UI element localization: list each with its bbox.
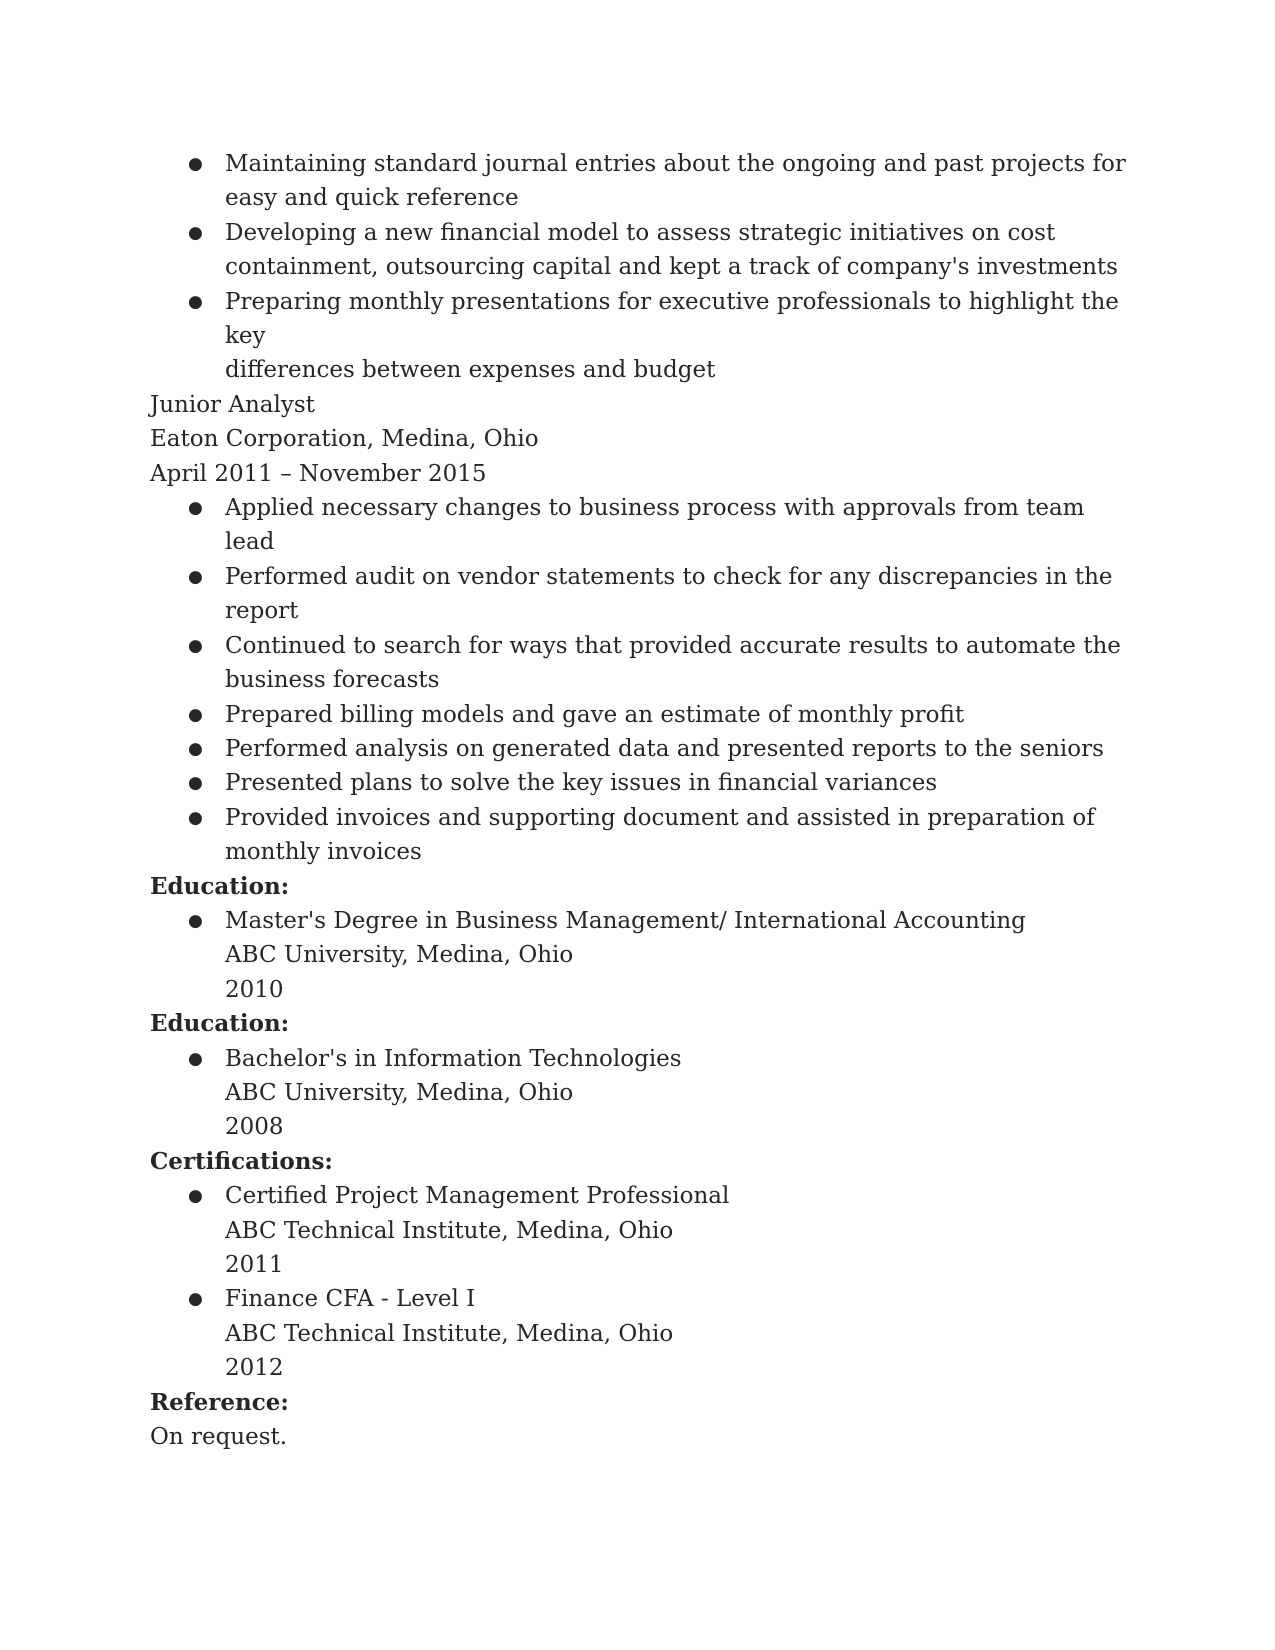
bullet-line: Maintaining standard journal entries about the ongoing and past projects for bbox=[225, 151, 1126, 177]
job-company: Eaton Corporation, Medina, Ohio bbox=[150, 426, 539, 453]
bullet-line: report bbox=[225, 598, 299, 625]
job-dates: April 2011 – November 2015 bbox=[150, 460, 487, 487]
bullet-line: Applied necessary changes to business process with approvals from team lead bbox=[225, 495, 1085, 556]
bullet-icon: ● bbox=[188, 704, 203, 725]
certifications-list bbox=[150, 1179, 1130, 1385]
resume-page bbox=[150, 147, 1130, 1454]
bullet-icon: ● bbox=[188, 154, 203, 174]
list-item bbox=[150, 801, 1130, 870]
bullet-icon: ● bbox=[188, 635, 203, 656]
list-item bbox=[150, 698, 1130, 732]
bullet-line: Prepared billing models and gave an estimate of monthly profit bbox=[225, 701, 965, 728]
education-section bbox=[150, 870, 1130, 1008]
bullet-icon: ● bbox=[188, 566, 203, 587]
list-item bbox=[150, 1282, 1130, 1385]
education-list bbox=[150, 1042, 1130, 1145]
certification-year: 2012 bbox=[225, 1355, 284, 1382]
list-item bbox=[150, 147, 1130, 216]
institute-name: ABC Technical Institute, Medina, Ohio bbox=[225, 1217, 674, 1244]
bullet-line: containment, outsourcing capital and kept a track of company's investments bbox=[225, 254, 1118, 281]
bullet-line: business forecasts bbox=[225, 667, 440, 694]
previous-role-bullets bbox=[150, 147, 1130, 388]
bullet-line: differences between expenses and budget bbox=[225, 357, 716, 384]
bullet-line: Developing a new financial model to assess strategic initiatives on cost bbox=[225, 219, 1056, 246]
bullet-line: monthly invoices bbox=[225, 839, 422, 866]
job-bullets bbox=[150, 491, 1130, 869]
section-heading: Education: bbox=[150, 1010, 290, 1038]
bullet-icon: ● bbox=[188, 807, 203, 828]
bullet-line: Provided invoices and supporting document and assisted in preparation of bbox=[225, 804, 1095, 831]
education-list bbox=[150, 904, 1130, 1007]
bullet-icon: ● bbox=[188, 1048, 203, 1069]
section-heading: Reference: bbox=[150, 1388, 289, 1416]
reference-text: On request. bbox=[150, 1424, 288, 1451]
bullet-icon: ● bbox=[188, 738, 203, 759]
certification-name: Finance CFA - Level I bbox=[225, 1286, 476, 1313]
certification-name: Certified Project Management Professional bbox=[225, 1183, 730, 1210]
bullet-line: Performed analysis on generated data and presented reports to the seniors bbox=[225, 735, 1104, 762]
bullet-line: Continued to search for ways that provided accurate results to automate the bbox=[225, 632, 1121, 659]
list-item bbox=[150, 766, 1130, 800]
degree-name: Bachelor's in Information Technologies bbox=[225, 1045, 682, 1072]
bullet-icon: ● bbox=[188, 291, 203, 312]
bullet-line: Performed audit on vendor statements to check for any discrepancies in the bbox=[225, 563, 1113, 590]
list-item bbox=[150, 1179, 1130, 1282]
list-item bbox=[150, 560, 1130, 629]
graduation-year: 2010 bbox=[225, 976, 284, 1003]
section-heading: Education: bbox=[150, 872, 290, 900]
list-item bbox=[150, 285, 1130, 388]
bullet-icon: ● bbox=[188, 773, 203, 794]
job-title: Junior Analyst bbox=[150, 391, 315, 418]
list-item bbox=[150, 216, 1130, 285]
education-section bbox=[150, 1007, 1130, 1145]
section-heading: Certifications: bbox=[150, 1147, 333, 1175]
list-item bbox=[150, 491, 1130, 560]
list-item bbox=[150, 904, 1130, 1007]
bullet-line: Presented plans to solve the key issues in financial variances bbox=[225, 770, 938, 797]
bullet-line: Preparing monthly presentations for executive professionals to highlight the key bbox=[225, 288, 1119, 350]
bullet-icon: ● bbox=[188, 1289, 203, 1310]
bullet-icon: ● bbox=[188, 910, 203, 931]
bullet-icon: ● bbox=[188, 222, 203, 243]
list-item bbox=[150, 732, 1130, 766]
school-name: ABC University, Medina, Ohio bbox=[225, 942, 574, 969]
degree-name: Master's Degree in Business Management/ International Accounting bbox=[225, 907, 1026, 934]
junior-analyst-section bbox=[150, 388, 1130, 870]
bullet-line: easy and quick reference bbox=[225, 185, 519, 212]
certifications-section bbox=[150, 1145, 1130, 1386]
certification-year: 2011 bbox=[225, 1252, 284, 1278]
school-name: ABC University, Medina, Ohio bbox=[225, 1079, 574, 1106]
list-item bbox=[150, 1042, 1130, 1145]
institute-name: ABC Technical Institute, Medina, Ohio bbox=[225, 1320, 674, 1347]
list-item bbox=[150, 629, 1130, 698]
reference-section bbox=[150, 1386, 1130, 1455]
bullet-icon: ● bbox=[188, 498, 203, 519]
bullet-icon: ● bbox=[188, 1186, 203, 1207]
graduation-year: 2008 bbox=[225, 1114, 284, 1141]
